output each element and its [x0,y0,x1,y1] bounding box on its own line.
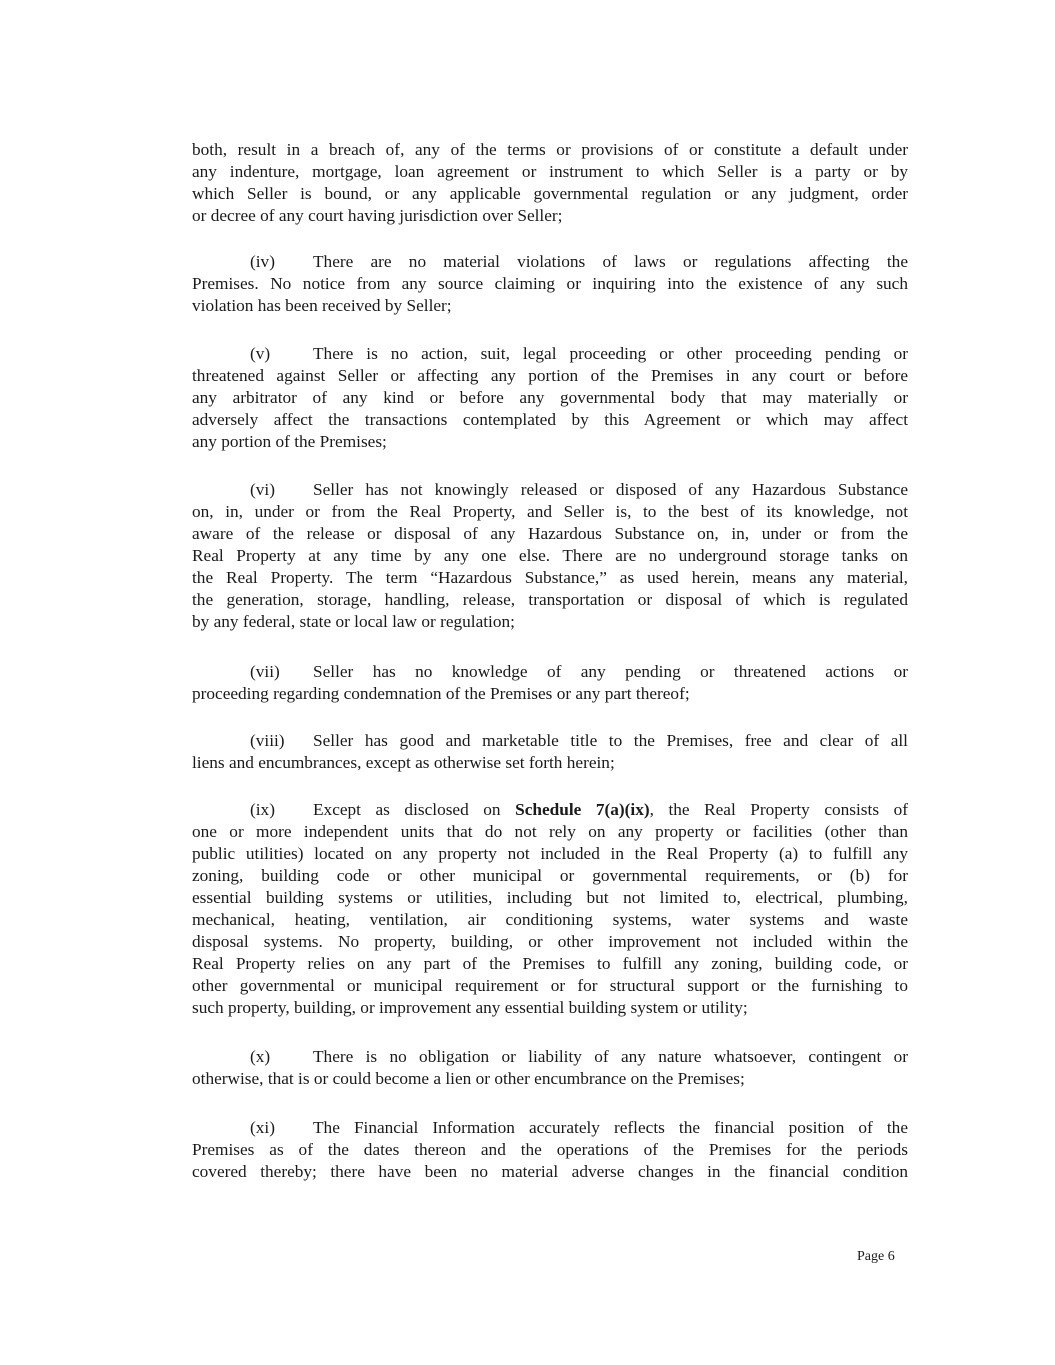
clause-label: (v) [250,344,271,363]
text-line: other governmental or municipal requirement or for structural support or the furnishing to [192,976,908,995]
paragraph [192,139,908,227]
text-line: covered thereby; there have been no material adverse changes in the financial condition [192,1162,908,1181]
text-line: Premises as of the dates thereon and the operations of the Premises for the periods [192,1140,908,1159]
clause-label: (iv) [250,252,275,271]
paragraph [192,343,908,453]
clause-label: (vi) [250,480,275,499]
text-line: the generation, storage, handling, release, transportation or disposal of which is regulated [192,590,908,609]
text-line: threatened against Seller or affecting any portion of the Premises in any court or before [192,366,908,385]
clause-label: (viii) [250,731,285,750]
text-line: (vii) Seller has no knowledge of any pending or threatened actions or [250,662,908,681]
text-line: public utilities) located on any property not included in the Real Property (a) to fulfill any [192,844,908,863]
clause-label: (x) [250,1047,271,1066]
text-line: liens and encumbrances, except as otherwise set forth herein; [192,753,615,772]
page-number: Page 6 [857,1249,895,1264]
text-line: (v) There is no action, suit, legal proceeding or other proceeding pending or [250,344,908,363]
text-line: essential building systems or utilities, including but not limited to, electrical, plumbing, [192,888,908,907]
clause-label: (ix) [250,800,275,819]
text-line [192,799,908,821]
text-line: otherwise, that is or could become a lien or other encumbrance on the Premises; [192,1069,745,1088]
text-line: Real Property at any time by any one else. There are no underground storage tanks on [192,546,908,565]
text-line: zoning, building code or other municipal or governmental requirements, or (b) for [192,866,908,885]
text-line: by any federal, state or local law or regulation; [192,612,515,631]
paragraph [192,799,908,1019]
text-line: adversely affect the transactions contemplated by this Agreement or which may affect [192,410,908,429]
text-line: Premises. No notice from any source claiming or inquiring into the existence of any such [192,274,908,293]
text-line: aware of the release or disposal of any Hazardous Substance on, in, under or from the [192,524,908,543]
text-line: (x) There is no obligation or liability of any nature whatsoever, contingent or [250,1047,908,1066]
text-line: (iv) There are no material violations of laws or regulations affecting the [250,252,908,271]
text-line: such property, building, or improvement any essential building system or utility; [192,998,748,1017]
text-line: any arbitrator of any kind or before any governmental body that may materially or [192,388,908,407]
paragraph [192,1117,908,1183]
text-line: or decree of any court having jurisdiction over Seller; [192,206,563,225]
text-segment: , the Real Property consists of [649,800,908,819]
clause-label: (xi) [250,1118,275,1137]
text-line: any indenture, mortgage, loan agreement or instrument to which Seller is a party or by [192,162,908,181]
text-line: any portion of the Premises; [192,432,387,451]
paragraph [192,479,908,633]
text-line: the Real Property. The term “Hazardous Substance,” as used herein, means any material, [192,568,908,587]
text-line: (viii) Seller has good and marketable title to the Premises, free and clear of all [250,731,908,750]
text-line: disposal systems. No property, building, or other improvement not included within the [192,932,908,951]
text-line: Real Property relies on any part of the Premises to fulfill any zoning, building code, or [192,954,908,973]
text-line: one or more independent units that do not rely on any property or facilities (other than [192,822,908,841]
paragraph [192,730,908,774]
text-line: (xi) The Financial Information accurately reflects the financial position of the [250,1118,908,1137]
paragraph [192,251,908,317]
text-line: proceeding regarding condemnation of the Premises or any part thereof; [192,684,690,703]
text-line: both, result in a breach of, any of the terms or provisions of or constitute a default under [192,140,908,159]
text-line: which Seller is bound, or any applicable governmental regulation or any judgment, order [192,184,908,203]
schedule-reference: Schedule 7(a)(ix) [515,800,650,819]
text-line: mechanical, heating, ventilation, air conditioning systems, water systems and waste [192,910,908,929]
paragraph [192,1046,908,1090]
text-line: on, in, under or from the Real Property, and Seller is, to the best of its knowledge, not [192,502,908,521]
text-line: (vi) Seller has not knowingly released or disposed of any Hazardous Substance [250,480,908,499]
paragraph [192,661,908,705]
text-line: violation has been received by Seller; [192,296,452,315]
text-segment: Except as disclosed on [313,800,516,819]
clause-label: (vii) [250,662,280,681]
